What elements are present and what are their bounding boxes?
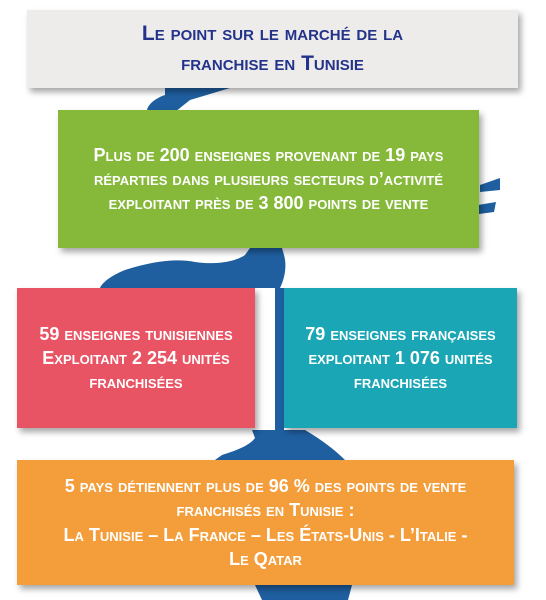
overview-line-1: Plus de 200 enseignes provenant de 19 pays xyxy=(93,144,444,165)
french-line-1: 79 enseignes françaises xyxy=(305,323,496,344)
french-brands-box xyxy=(284,288,517,428)
title-banner xyxy=(27,10,518,88)
french-line-3: franchisées xyxy=(353,372,448,393)
countries-line-1: 5 pays détiennent plus de 96 % des points de vente xyxy=(64,475,467,496)
tunisian-line-2: Exploitant 2 254 unités xyxy=(42,347,230,368)
french-line-2: exploitant 1 076 unités xyxy=(308,347,493,368)
top-countries-box xyxy=(17,460,514,585)
overview-line-2: réparties dans plusieurs secteurs d’activité xyxy=(93,168,444,189)
tunisian-brands-box xyxy=(17,288,255,428)
tunisian-line-1: 59 enseignes tunisiennes xyxy=(39,323,233,344)
tunisian-line-3: franchisées xyxy=(89,372,183,393)
countries-line-4: Le Qatar xyxy=(229,548,302,569)
title-line-2: franchise en Tunisie xyxy=(181,52,364,75)
title-line-1: Le point sur le marché de la xyxy=(141,21,404,45)
overview-line-3: exploitant près de 3 800 points de vente xyxy=(108,193,429,214)
overview-box xyxy=(58,110,479,248)
countries-line-3: La Tunisie – La France – Les États-Unis - L’Italie - xyxy=(63,524,468,545)
countries-line-2: franchisés en Tunisie : xyxy=(176,500,355,521)
